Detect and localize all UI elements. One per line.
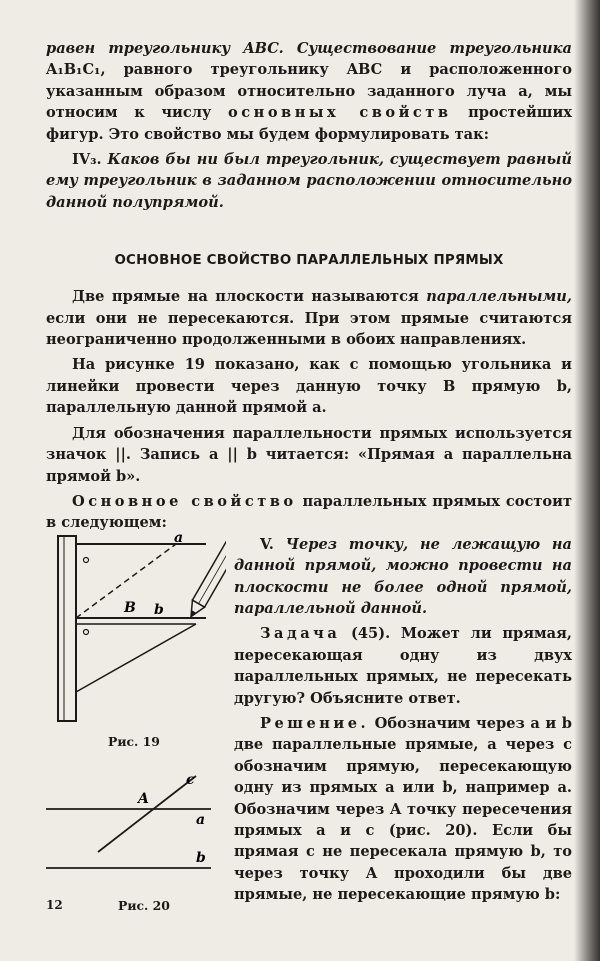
figure-20-label-a: a xyxy=(196,811,206,828)
paragraph-definition xyxy=(46,286,572,350)
section-title: ОСНОВНОЕ СВОЙСТВО ПАРАЛЛЕЛЬНЫХ ПРЯМЫХ xyxy=(114,253,504,269)
task-text: Может ли прямая, пересекающая одну из двух параллельных прямых, не пересекать другую? Объясните ответ. xyxy=(234,625,572,707)
figure-19-label-b: b xyxy=(154,601,164,618)
definition-after: если они не пересекаются. При этом прямые считаются неограниченно продолженными в обоих направлениях. xyxy=(46,309,572,349)
figure-19-label-a: a xyxy=(174,531,184,546)
solution-text: Обозначим через a и b две параллельные прямые, а через c обозначим прямую, пересекающую одну из прямых a или b, например a. Обозначим через A точку пересечения прямых a и c (рис. 20). Если бы прямая c не пересекала прямую b, то через точку A проходили бы две прямые, не пересекающие прямую b: xyxy=(234,714,572,904)
page-edge-shadow xyxy=(574,0,600,961)
figure-20-caption: Рис. 20 xyxy=(118,897,170,913)
axiom-4-text: Каков бы ни был треугольник, существует равный ему треугольник в заданном расположении относительно данной полупрямой. xyxy=(46,151,572,211)
main-property-after: параллельных прямых состоит в следующем: xyxy=(46,492,572,532)
task-paragraph xyxy=(234,623,572,709)
figure-19 xyxy=(46,532,226,732)
paragraph-main-property xyxy=(46,491,572,534)
definition-before: Две прямые на плоскости называются xyxy=(72,288,419,306)
axiom-4-label: IV₃. xyxy=(72,151,102,169)
axiom-5 xyxy=(234,534,572,620)
definition-term: параллельными, xyxy=(426,288,572,306)
task-label: Задача xyxy=(260,625,341,643)
main-property-spaced: Основное свойство xyxy=(72,492,297,510)
intro-paragraph xyxy=(46,38,572,145)
axiom-4 xyxy=(46,149,572,213)
figure-20 xyxy=(46,772,226,892)
right-column xyxy=(234,534,572,906)
solution-paragraph xyxy=(234,713,572,906)
figure-20-label-b: b xyxy=(196,849,206,866)
paragraph-figure19-ref: На рисунке 19 показано, как с помощью угольника и линейки провести через данную точку B прямую b, параллельную данной прямой a. xyxy=(46,356,572,417)
figure-20-label-c: c xyxy=(186,771,195,788)
solution-label: Решение. xyxy=(260,714,370,732)
figure-19-label-B: B xyxy=(124,599,136,616)
intro-text: A₁B₁C₁, равного треугольнику ABC и расположенного указанным образом относительно заданного луча a, мы относим к числу xyxy=(46,61,572,122)
page-body xyxy=(46,38,572,913)
axiom-5-text: Через точку, не лежащую на данной прямой, можно провести на плоскости не более одной прямой, параллельной данной. xyxy=(234,535,572,617)
intro-line1: равен треугольнику ABC. Существование треугольника xyxy=(46,40,572,57)
axiom-5-label: V. xyxy=(260,535,274,553)
page-number: 12 xyxy=(46,898,63,912)
figure-19-caption: Рис. 19 xyxy=(108,733,160,749)
intro-spaced-words: основных свойств xyxy=(228,104,452,122)
figure-20-label-A: A xyxy=(138,790,149,807)
figure-text-area xyxy=(46,531,572,913)
task-number: (45). xyxy=(351,625,391,643)
intro-text-end: простейших фигур. Это свойство мы будем формулировать так: xyxy=(46,104,572,143)
paragraph-notation: Для обозначения параллельности прямых используется значок ||. Запись a || b читается: «Прямая a параллельна прямой b». xyxy=(46,424,572,485)
